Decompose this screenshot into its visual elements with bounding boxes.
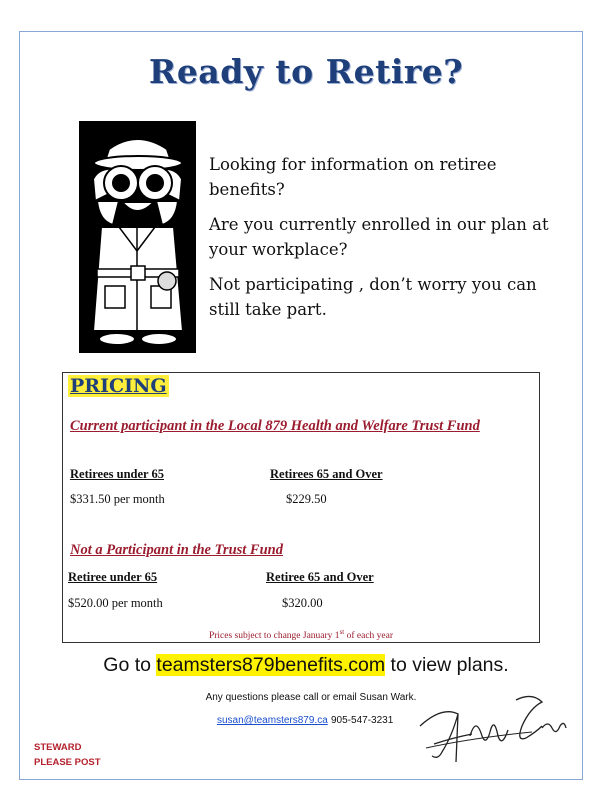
phone-number: 905-547-3231 xyxy=(331,715,394,726)
current-under-65-price: $331.50 per month xyxy=(70,492,165,506)
questions-text: Any questions please call or email Susan Wark. xyxy=(205,692,417,703)
pricing-heading: PRICING xyxy=(70,375,167,397)
detective-binoculars-illustration xyxy=(79,121,196,353)
intro-line-2: Are you currently enrolled in our plan at your workplace? xyxy=(209,215,549,259)
pricing-note: Prices subject to change January 1st of each year xyxy=(208,628,394,642)
page-title: Ready to Retire? xyxy=(148,52,464,91)
signature xyxy=(412,686,568,766)
current-65-over-price: $229.50 xyxy=(286,492,327,506)
steward-line-2: PLEASE POST xyxy=(34,757,101,768)
website-link[interactable]: teamsters879benefits.com xyxy=(156,654,386,676)
not-under-65-heading: Retiree under 65 xyxy=(68,570,158,584)
website-call-to-action: Go to teamsters879benefits.com to view plans. xyxy=(103,654,509,676)
not-participant-heading: Not a Participant in the Trust Fund xyxy=(70,542,283,558)
not-65-over-price: $320.00 xyxy=(282,596,323,610)
intro-line-3: Not participating , don’t worry you can still take part. xyxy=(209,275,537,319)
not-65-over-heading: Retiree 65 and Over xyxy=(266,570,374,584)
email-link[interactable]: susan@teamsters879.ca xyxy=(217,715,328,726)
current-65-over-heading: Retirees 65 and Over xyxy=(270,467,383,481)
current-participant-heading: Current participant in the Local 879 Health and Welfare Trust Fund xyxy=(70,418,480,434)
steward-line-1: STEWARD xyxy=(34,742,82,753)
intro-text xyxy=(209,152,559,332)
current-under-65-heading: Retirees under 65 xyxy=(70,467,164,481)
not-under-65-price: $520.00 per month xyxy=(68,596,163,610)
steward-notice xyxy=(34,740,101,770)
intro-line-1: Looking for information on retiree benefits? xyxy=(209,155,497,199)
